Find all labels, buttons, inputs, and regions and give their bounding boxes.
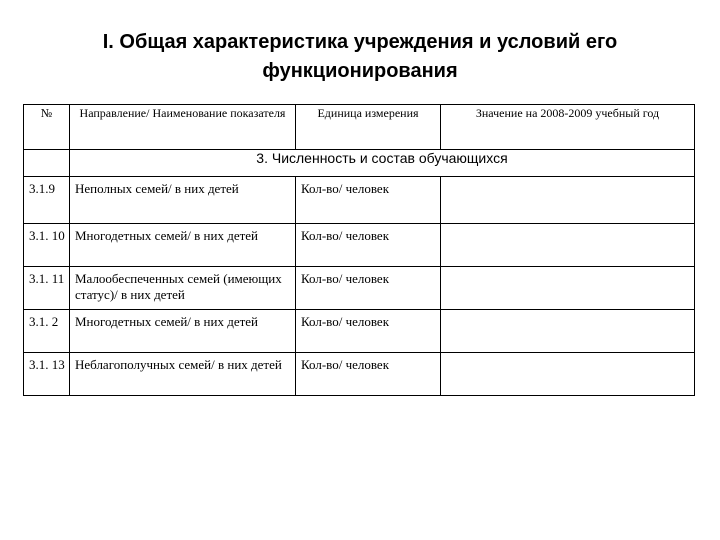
- row-unit: Кол-во/ человек: [301, 314, 390, 329]
- row-num-cell: [24, 353, 70, 396]
- row-value: [441, 267, 694, 271]
- row-name: Неблагополучных семей/ в них детей: [75, 357, 282, 372]
- row-name-cell: [70, 353, 296, 396]
- row-value: [441, 224, 694, 228]
- row-name: Малообеспеченных семей (имеющих статус)/ в них детей: [75, 271, 282, 302]
- row-name-cell: [70, 177, 296, 224]
- row-num: 3.1. 10: [29, 228, 65, 243]
- row-name: Многодетных семей/ в них детей: [75, 228, 259, 243]
- row-name-cell: [70, 224, 296, 267]
- page-title-line-2: функционирования: [262, 60, 458, 82]
- header-num: №: [24, 105, 70, 150]
- row-unit: Кол-во/ человек: [301, 357, 390, 372]
- indicators-table: [23, 104, 695, 396]
- table-row: [24, 224, 695, 267]
- header-row: [24, 105, 695, 150]
- row-unit: Кол-во/ человек: [301, 228, 390, 243]
- section-num-cell: [24, 150, 70, 177]
- table-row: [24, 177, 695, 224]
- row-num-cell: [24, 267, 70, 310]
- row-num-cell: [24, 177, 70, 224]
- row-num: 3.1. 2: [29, 314, 59, 329]
- row-value-cell: [441, 177, 695, 224]
- row-value: [441, 353, 694, 357]
- header-unit: Единица измерения: [296, 105, 441, 150]
- row-num: 3.1.9: [29, 181, 55, 196]
- row-unit: Кол-во/ человек: [301, 181, 390, 196]
- section-title: 3. Численность и состав обучающихся: [70, 150, 695, 177]
- table-row: [24, 267, 695, 310]
- page-title-line-1: I. Общая характеристика учреждения и условий его: [102, 31, 618, 53]
- row-unit-cell: [296, 224, 441, 267]
- row-unit: Кол-во/ человек: [301, 271, 390, 286]
- table-row: [24, 310, 695, 353]
- row-unit-cell: [296, 310, 441, 353]
- header-value: Значение на 2008-2009 учебный год: [441, 105, 695, 150]
- row-unit-cell: [296, 177, 441, 224]
- row-value-cell: [441, 267, 695, 310]
- row-name-cell: [70, 310, 296, 353]
- row-value-cell: [441, 310, 695, 353]
- page-title: [0, 28, 720, 86]
- row-num: 3.1. 13: [29, 357, 65, 372]
- row-value: [441, 310, 694, 314]
- table-row: [24, 353, 695, 396]
- row-value-cell: [441, 353, 695, 396]
- row-unit-cell: [296, 267, 441, 310]
- row-name: Многодетных семей/ в них детей: [75, 314, 259, 329]
- row-num: 3.1. 11: [29, 271, 65, 286]
- row-num-cell: [24, 310, 70, 353]
- row-num-cell: [24, 224, 70, 267]
- row-value: [441, 177, 694, 181]
- row-name-cell: [70, 267, 296, 310]
- row-unit-cell: [296, 353, 441, 396]
- section-row: [24, 150, 695, 177]
- header-name: Направление/ Наименование показателя: [70, 105, 296, 150]
- row-name: Неполных семей/ в них детей: [75, 181, 239, 196]
- row-value-cell: [441, 224, 695, 267]
